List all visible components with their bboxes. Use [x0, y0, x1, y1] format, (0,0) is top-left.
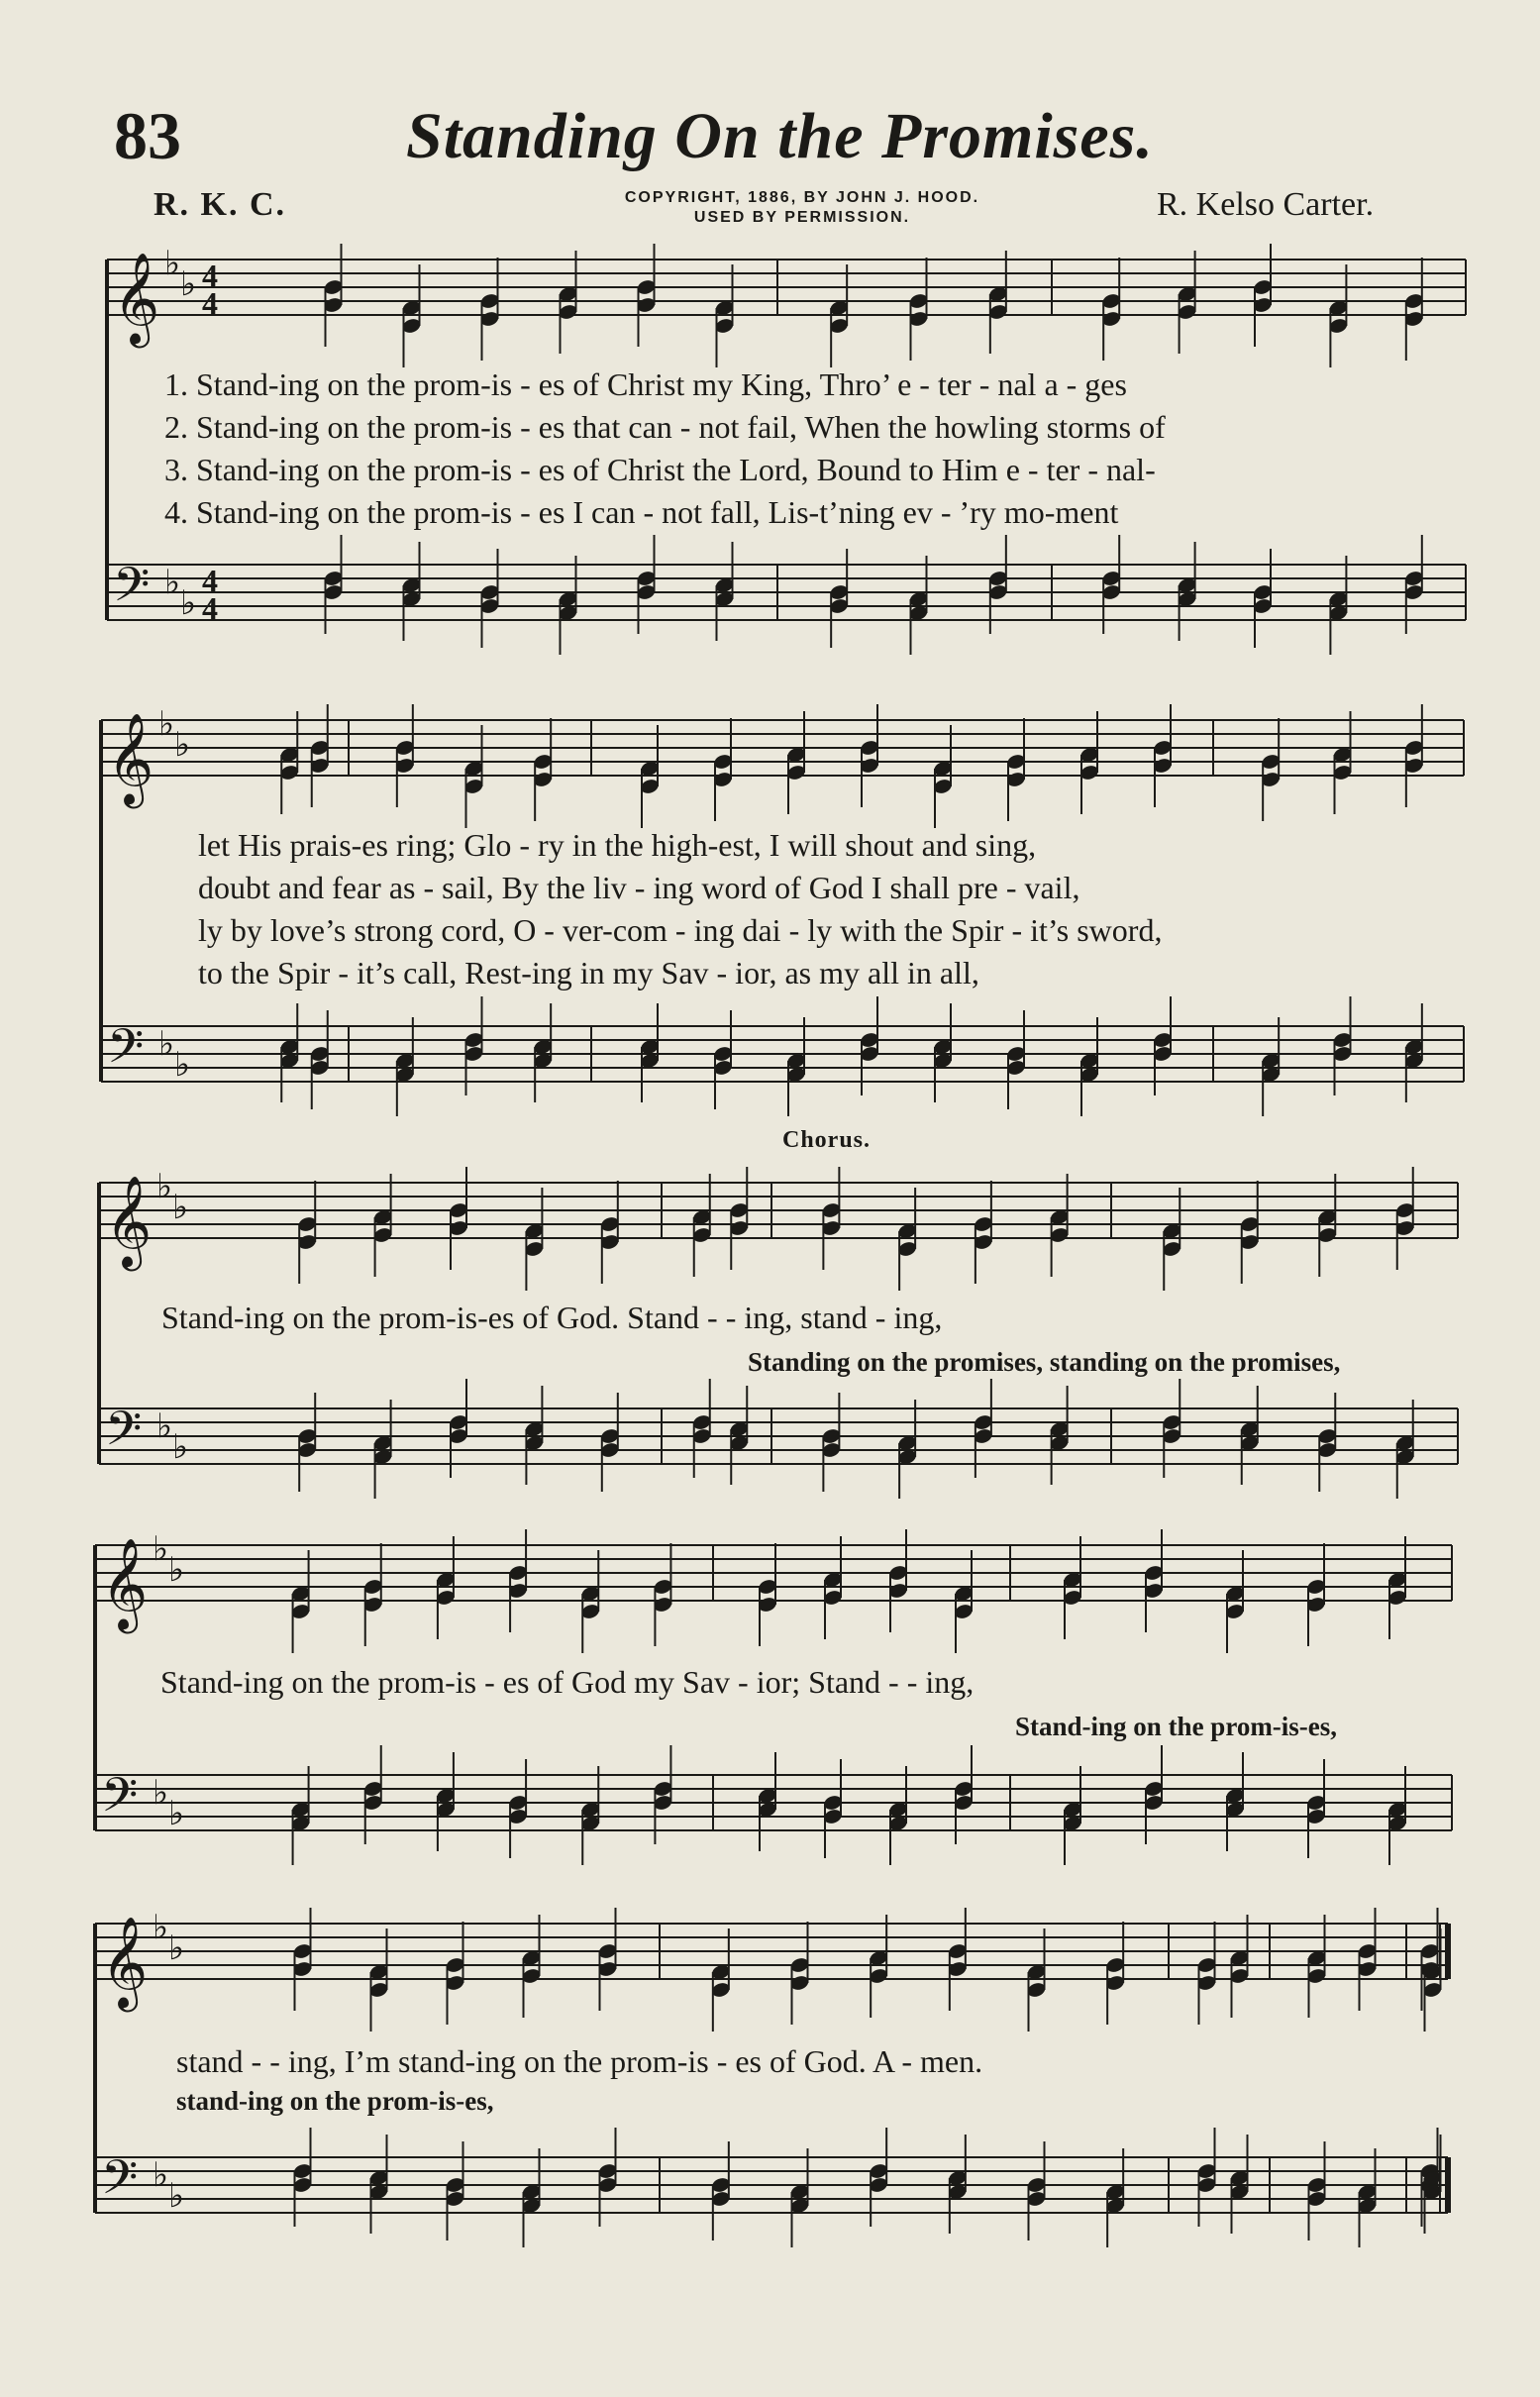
treble-clef-icon: 𝄞: [113, 252, 160, 344]
flat-sign-icon: ♭: [153, 1773, 169, 1813]
verse-4-line-1: 4. Stand-ing on the prom-is - es I can - not fall, Lis-t’ning ev - ’ry mo-ment: [164, 494, 1119, 530]
flat-sign-icon: ♭: [168, 2176, 185, 2216]
hymn-title: Standing On the Promises.: [406, 100, 1154, 172]
hymn-number: 83: [114, 98, 181, 173]
time-signature-numerator: 4: [202, 563, 218, 598]
flat-sign-icon: ♭: [158, 1024, 175, 1064]
chorus-alto-line-1: Standing on the promises, standing on the promises,: [748, 1347, 1341, 1377]
permission-line: USED BY PERMISSION.: [693, 209, 911, 226]
chorus-line-1: Stand-ing on the prom-is-es of God. Stand - - ing, stand - ing,: [161, 1300, 943, 1335]
chorus-label: Chorus.: [782, 1127, 872, 1153]
bass-clef-icon: 𝄢: [113, 557, 151, 624]
lyricist-credit: R. K. C.: [154, 186, 287, 223]
flat-sign-icon: ♭: [168, 1928, 185, 1968]
flat-sign-icon: ♭: [156, 1407, 173, 1446]
flat-sign-icon: ♭: [164, 563, 181, 602]
flat-sign-icon: ♭: [174, 1045, 191, 1085]
verse-2-line-1: 2. Stand-ing on the prom-is - es that can - not fail, When the howling storms of: [164, 409, 1166, 445]
chorus-alto-line-3: stand-ing on the prom-is-es,: [176, 2086, 494, 2116]
flat-sign-icon: ♭: [153, 1529, 169, 1569]
bass-clef-icon: 𝄢: [107, 1018, 145, 1086]
flat-sign-icon: ♭: [158, 704, 175, 744]
time-signature-denominator: 4: [202, 590, 218, 626]
flat-sign-icon: ♭: [153, 1908, 169, 1947]
flat-sign-icon: ♭: [164, 244, 181, 283]
treble-clef-icon: 𝄞: [107, 712, 154, 804]
chorus-line-3: stand - - ing, I’m stand-ing on the prom-is - es of God. A - men.: [176, 2043, 983, 2079]
bass-clef-icon: 𝄢: [101, 2149, 139, 2217]
treble-clef-icon: 𝄞: [105, 1175, 153, 1267]
flat-sign-icon: ♭: [174, 725, 191, 765]
time-signature-denominator: 4: [202, 285, 218, 321]
composer-credit: R. Kelso Carter.: [1157, 186, 1375, 223]
copyright-line: COPYRIGHT, 1886, BY JOHN J. HOOD.: [624, 189, 980, 206]
flat-sign-icon: ♭: [180, 583, 197, 623]
bass-clef-icon: 𝄢: [105, 1401, 143, 1468]
flat-sign-icon: ♭: [180, 264, 197, 304]
flat-sign-icon: ♭: [153, 2155, 169, 2195]
flat-sign-icon: ♭: [172, 1188, 189, 1227]
chorus-alto-line-2: Stand-ing on the prom-is-es,: [1015, 1712, 1338, 1741]
verse-1-line-2: let His prais-es ring; Glo - ry in the high-est, I will shout and sing,: [198, 827, 1037, 863]
flat-sign-icon: ♭: [156, 1167, 173, 1206]
verse-3-line-1: 3. Stand-ing on the prom-is - es of Christ the Lord, Bound to Him e - ter - nal-: [164, 452, 1156, 487]
bass-clef-icon: 𝄢: [101, 1767, 139, 1834]
treble-clef-icon: 𝄞: [101, 1916, 149, 2008]
verse-2-line-2: doubt and fear as - sail, By the liv - ing word of God I shall pre - vail,: [198, 870, 1080, 905]
flat-sign-icon: ♭: [168, 1550, 185, 1590]
flat-sign-icon: ♭: [172, 1427, 189, 1467]
verse-3-line-2: ly by love’s strong cord, O - ver-com - ing dai - ly with the Spir - it’s sword,: [198, 912, 1163, 948]
chorus-line-2: Stand-ing on the prom-is - es of God my Sav - ior; Stand - - ing,: [160, 1664, 975, 1700]
verse-1-line-1: 1. Stand-ing on the prom-is - es of Christ my King, Thro’ e - ter - nal a - ges: [164, 366, 1127, 402]
time-signature-numerator: 4: [202, 258, 218, 293]
verse-4-line-2: to the Spir - it’s call, Rest-ing in my Sav - ior, as my all in all,: [198, 955, 979, 990]
flat-sign-icon: ♭: [168, 1794, 185, 1833]
treble-clef-icon: 𝄞: [101, 1537, 149, 1629]
